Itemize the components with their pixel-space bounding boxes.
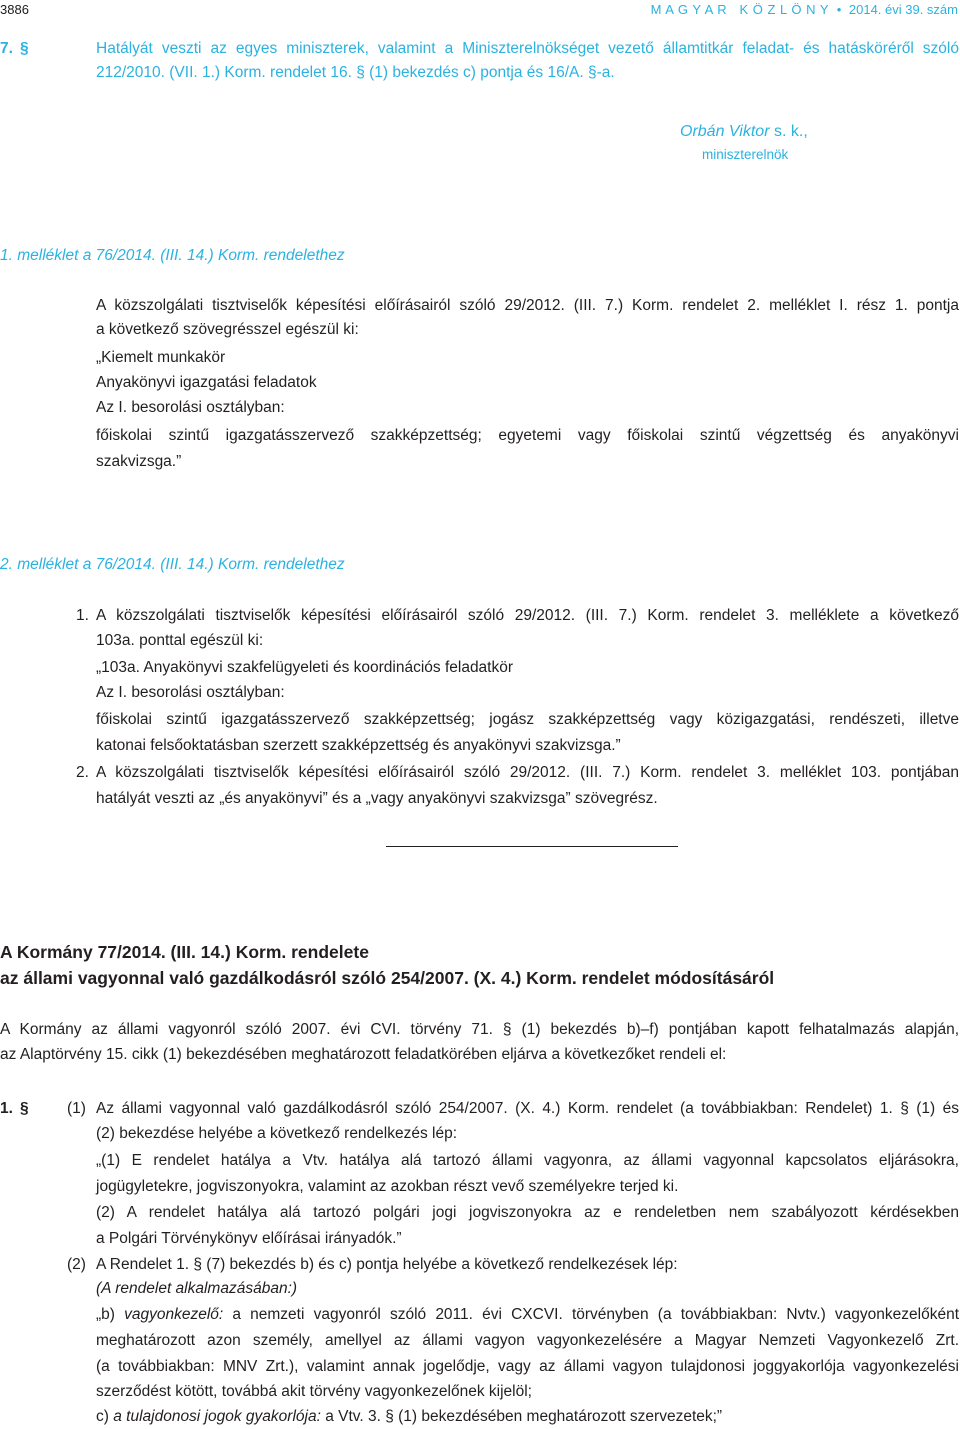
point-c-text: a Vtv. 3. § (1) bekezdésében meghatározott szervezetek;” xyxy=(320,1408,723,1425)
paragraph-2-number: (2) xyxy=(67,1256,86,1273)
issue-number: 2014. évi 39. szám xyxy=(848,2,958,17)
paragraph-line: a Polgári Törvénykönyv előírásai irányadók.” xyxy=(96,1230,402,1247)
annex-1-line: A közszolgálati tisztviselők képesítési előírásairól szóló 29/2012. (III. 7.) Korm. rendelet 2. melléklet I. rész 1. pontja xyxy=(96,297,959,314)
annex-2-line: A közszolgálati tisztviselők képesítési előírásairól szóló 29/2012. (III. 7.) Korm. rendelet 3. melléklete a következő xyxy=(96,607,959,624)
paragraph-line: (A rendelet alkalmazásában:) xyxy=(96,1280,298,1297)
annex-2-point-2-number: 2. xyxy=(76,764,89,781)
paragraph-line: meghatározott azon személy, amellyel az állami vagyon vagyonkezelésére a Magyar Nemzeti Vagyonkezelő Zrt. xyxy=(96,1332,959,1349)
annex-2-line: A közszolgálati tisztviselők képesítési előírásairól szóló 29/2012. (III. 7.) Korm. rendelet 3. melléklet 103. pontjában xyxy=(96,764,959,781)
annex-2-point-1-number: 1. xyxy=(76,607,89,624)
paragraph-line xyxy=(96,1305,959,1325)
annex-1-line: a következő szövegrésszel egészül ki: xyxy=(96,321,359,338)
paragraph-line: A Rendelet 1. § (7) bekezdés b) és c) pontja helyébe a következő rendelkezések lép: xyxy=(96,1256,678,1273)
decree-subtitle: az állami vagyonnal való gazdálkodásról szóló 254/2007. (X. 4.) Korm. rendelet módosításáról xyxy=(0,968,775,988)
section-sign: § xyxy=(20,40,29,57)
point-c-marker: c) xyxy=(96,1408,114,1425)
section-sign: § xyxy=(20,1100,29,1117)
signatory-sk: s. k., xyxy=(769,123,808,140)
decree-title: A Kormány 77/2014. (III. 14.) Korm. rendelete xyxy=(0,942,369,962)
paragraph-line xyxy=(96,1407,722,1427)
paragraph-1-number: (1) xyxy=(67,1100,86,1117)
section-7-line: 212/2010. (VII. 1.) Korm. rendelet 16. § (1) bekezdés c) pontja és 16/A. §-a. xyxy=(96,64,615,81)
signature-block xyxy=(680,122,808,142)
paragraph-line: (2) bekezdése helyébe a következő rendelkezés lép: xyxy=(96,1125,458,1142)
header-bullet: • xyxy=(836,2,842,17)
preamble-line: az Alaptörvény 15. cikk (1) bekezdésében meghatározott feladatkörében eljárva a következőket rendeli el: xyxy=(0,1046,727,1063)
annex-2-line: 103a. ponttal egészül ki: xyxy=(96,632,264,649)
journal-title: M A G Y A R K Ö Z L Ö N Y xyxy=(650,2,830,17)
annex-2-line: főiskolai szintű igazgatásszervező szakképzettség; jogász szakképzettség vagy közigazgatási, rendészeti, illetve xyxy=(96,711,959,728)
annex-1-title: 1. melléklet a 76/2014. (III. 14.) Korm. rendelethez xyxy=(0,247,345,264)
annex-1-line: főiskolai szintű igazgatásszervező szakképzettség; egyetemi vagy főiskolai szintű végzettség és anyakönyvi xyxy=(96,427,959,444)
point-b-text: a nemzeti vagyonról szóló 2011. évi CXCVI. törvényben (a továbbiakban: Nvtv.) vagyonkezelőként xyxy=(223,1306,959,1323)
paragraph-line: (2) A rendelet hatálya alá tartozó polgári jogi jogviszonyokra az e rendeletben nem szabályozott kérdésekben xyxy=(96,1204,959,1221)
annex-1-line: szakvizsga.” xyxy=(96,453,182,470)
annex-1-line: „Kiemelt munkakör xyxy=(96,349,226,366)
section-7-line: Hatályát veszti az egyes miniszterek, valamint a Miniszterelnökséget vezető államtitkár feladat- és hatásköréről szóló xyxy=(96,40,959,57)
annex-2-title: 2. melléklet a 76/2014. (III. 14.) Korm. rendelethez xyxy=(0,556,345,573)
point-b-term: vagyonkezelő: xyxy=(124,1306,224,1323)
annex-2-line: hatályát veszti az „és anyakönyvi” és a „vagy anyakönyvi szakvizsga” szövegrész. xyxy=(96,790,658,807)
paragraph-line: jogügyletekre, jogviszonyokra, valamint az azokban részt vevő személyekre terjed ki. xyxy=(96,1178,679,1195)
annex-1-line: Anyakönyvi igazgatási feladatok xyxy=(96,374,317,391)
paragraph-line: Az állami vagyonnal való gazdálkodásról szóló 254/2007. (X. 4.) Korm. rendelet (a továbbiakban: Rendelet) 1. § (1) és xyxy=(96,1100,959,1117)
separator-rule xyxy=(386,846,678,847)
paragraph-line: szerződést kötött, továbbá akit törvény vagyonkezelőnek kijelöl; xyxy=(96,1383,532,1400)
annex-2-line: „103a. Anyakönyvi szakfelügyeleti és koordinációs feladatkör xyxy=(96,659,514,676)
annex-2-line: katonai felsőoktatásban szerzett szakképzettség és anyakönyvi szakvizsga.” xyxy=(96,737,621,754)
page-number: 3886 xyxy=(0,2,29,17)
section-1-number: 1. xyxy=(0,1100,13,1117)
running-header xyxy=(651,0,958,20)
signatory-title: miniszterelnök xyxy=(702,147,789,162)
preamble-line: A Kormány az állami vagyonról szóló 2007. évi CVI. törvény 71. § (1) bekezdés b)–f) pontjában kapott felhatalmazás alapján, xyxy=(0,1021,959,1038)
signatory-name: Orbán Viktor xyxy=(680,123,770,140)
point-c-term: a tulajdonosi jogok gyakorlója: xyxy=(113,1408,321,1425)
annex-1-line: Az I. besorolási osztályban: xyxy=(96,399,285,416)
section-7-number: 7. xyxy=(0,40,13,57)
paragraph-line: „(1) E rendelet hatálya a Vtv. hatálya alá tartozó állami vagyonra, az állami vagyonnal kapcsolatos eljárásokra, xyxy=(96,1152,959,1169)
annex-2-line: Az I. besorolási osztályban: xyxy=(96,684,285,701)
paragraph-line: (a továbbiakban: MNV Zrt.), valamint annak jogelődje, vagy az állami vagyon tulajdonosi joggyakorlója vagyonkezelési xyxy=(96,1358,959,1375)
point-b-marker: „b) xyxy=(96,1306,125,1323)
